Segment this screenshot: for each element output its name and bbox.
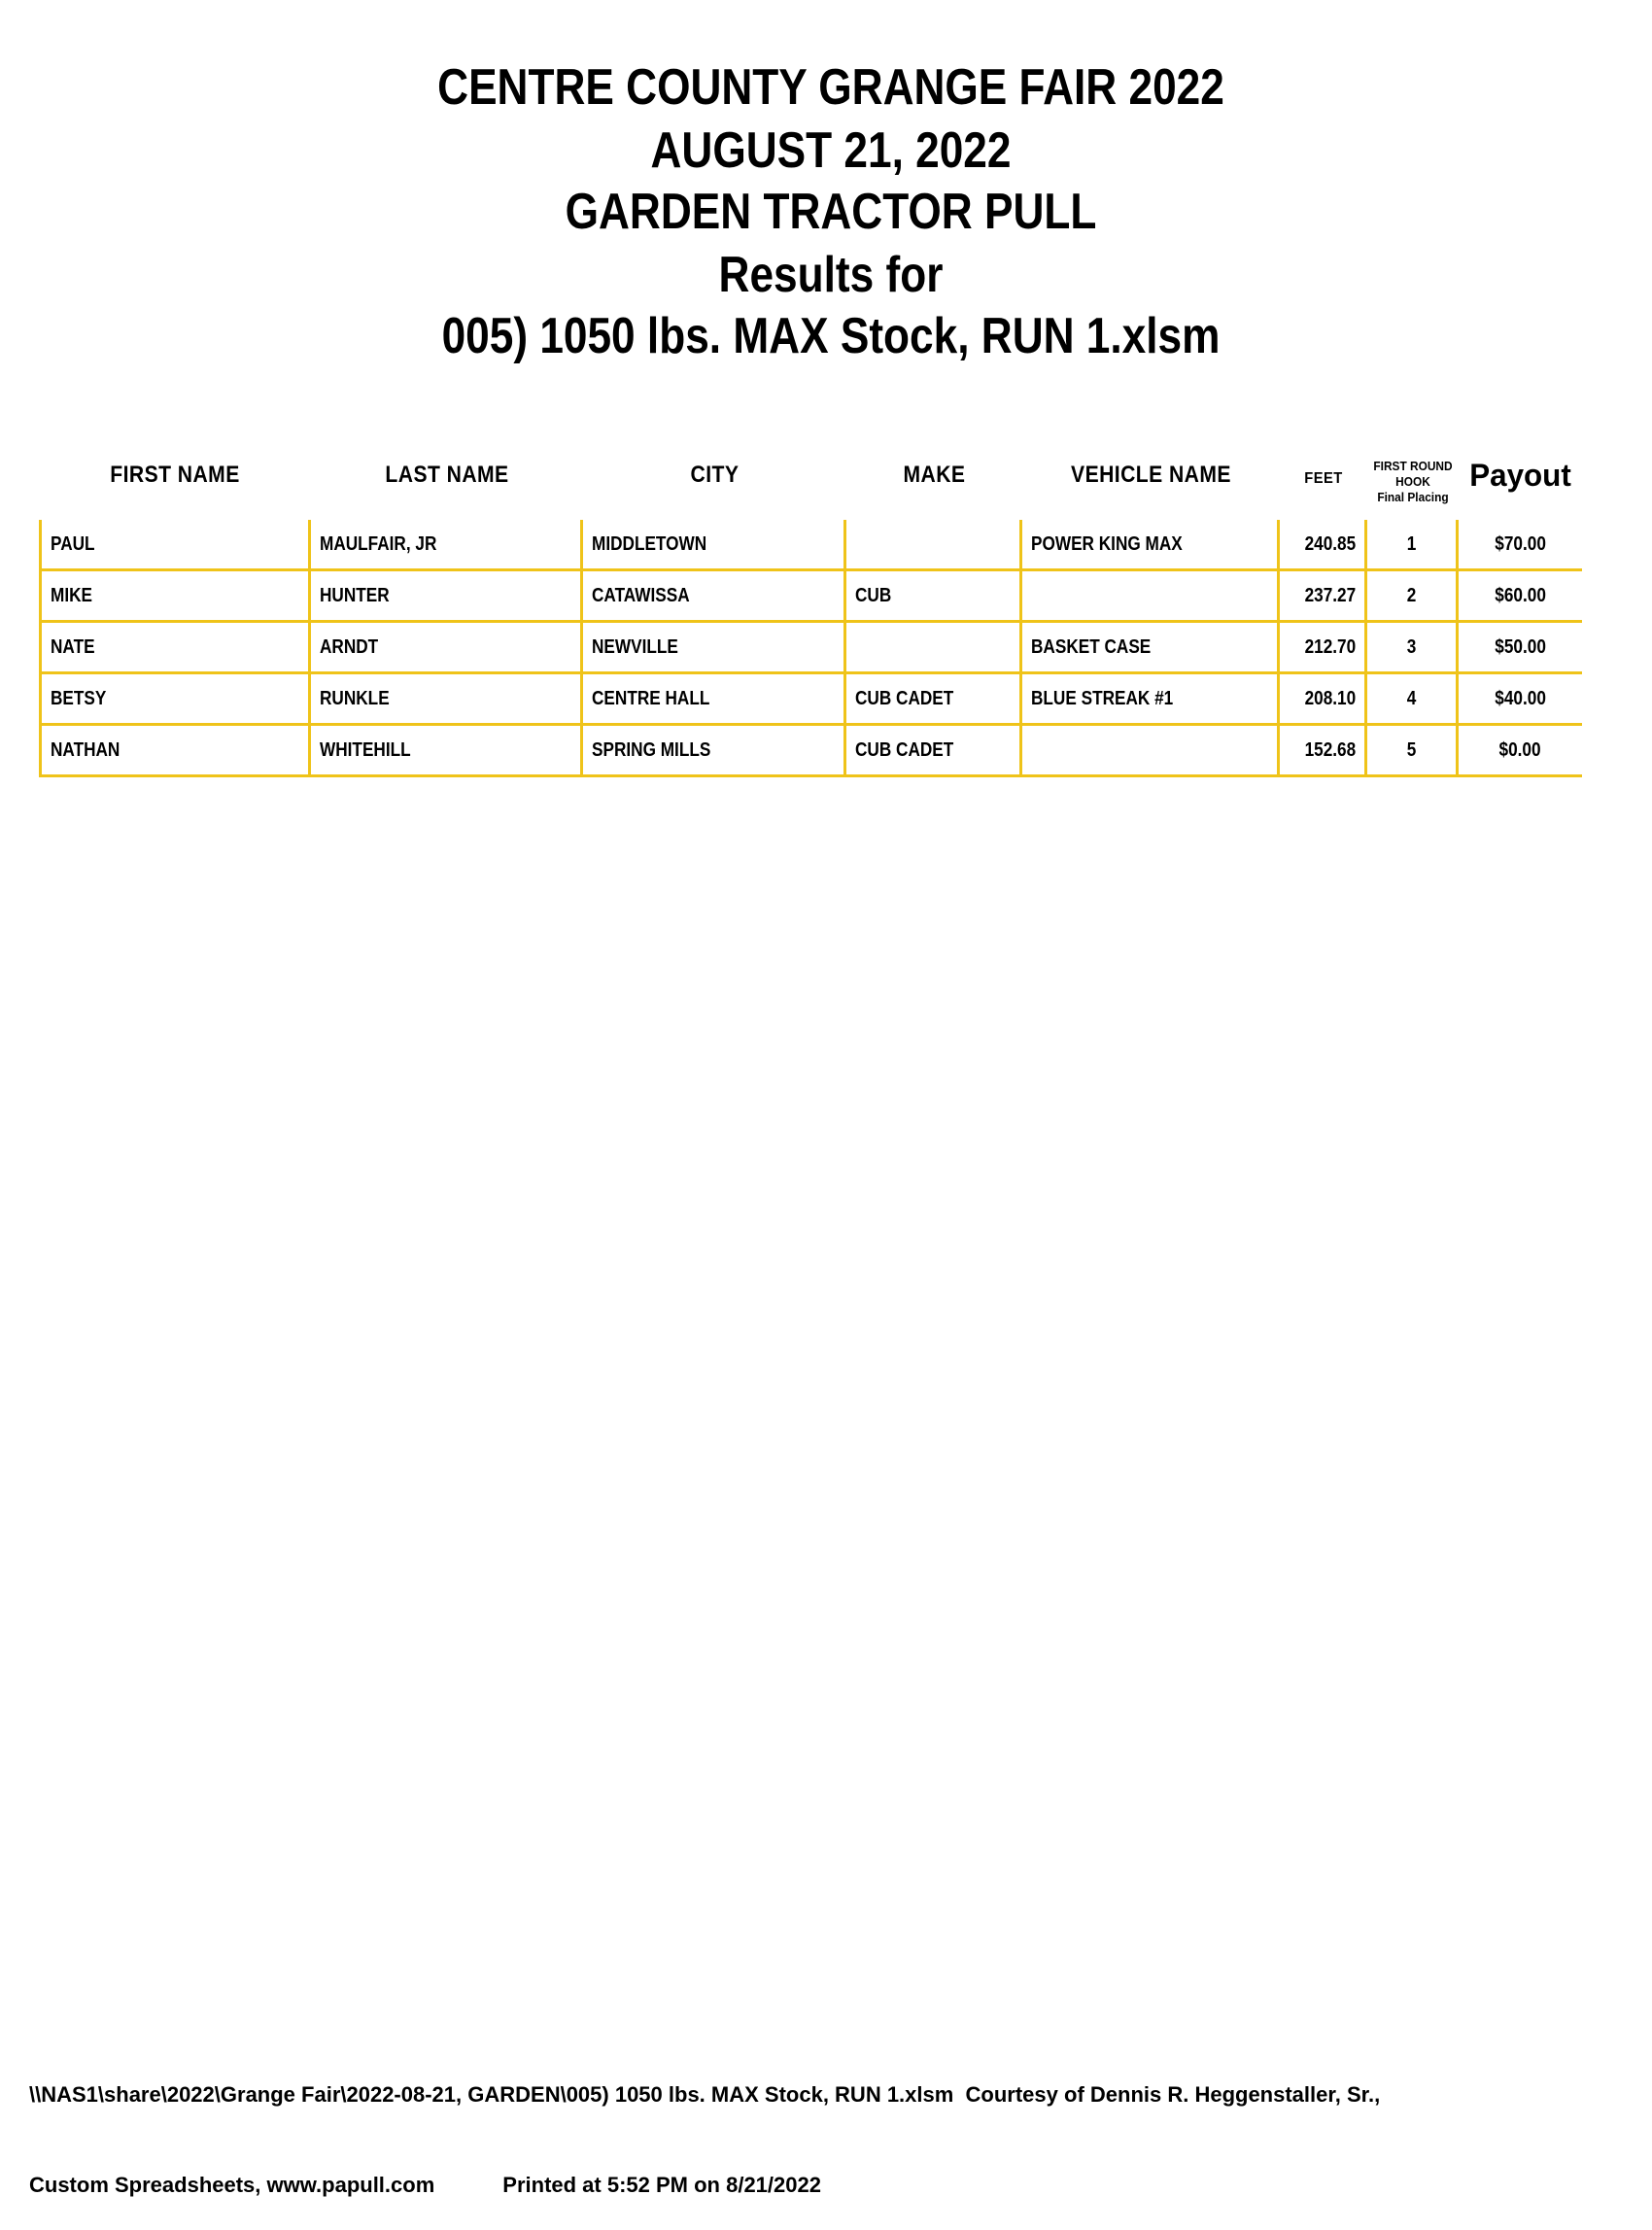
cell-payout: [1459, 726, 1582, 777]
title-contest: GARDEN TRACTOR PULL: [565, 184, 1097, 240]
cell-text: 3: [1406, 635, 1417, 658]
cell-text: CUB CADET: [855, 687, 954, 709]
cell-text: 208.10: [1304, 687, 1356, 709]
cell-text: NATE: [51, 635, 95, 658]
cell-first-name: [39, 726, 311, 777]
column-header-make: MAKE: [903, 462, 966, 488]
cell-text: SPRING MILLS: [592, 738, 711, 761]
cell-payout: [1459, 520, 1582, 571]
cell-feet: [1280, 726, 1367, 777]
cell-vehicle-name: [1022, 571, 1280, 623]
cell-placing: [1367, 623, 1459, 674]
cell-text: $70.00: [1495, 532, 1546, 555]
cell-first-name: [39, 571, 311, 623]
cell-city: [583, 674, 846, 726]
results-table: [39, 520, 1582, 777]
cell-text: $40.00: [1495, 687, 1546, 709]
cell-vehicle-name: [1022, 726, 1280, 777]
cell-text: MIKE: [51, 584, 92, 606]
cell-payout: [1459, 571, 1582, 623]
hook-header-line1: FIRST ROUND: [1373, 460, 1453, 473]
cell-text: 237.27: [1304, 584, 1356, 606]
column-header-city: CITY: [690, 462, 740, 488]
cell-last-name: [311, 520, 583, 571]
footer-printed-at: Printed at 5:52 PM on 8/21/2022: [502, 2173, 821, 2197]
cell-text: ARNDT: [320, 635, 379, 658]
hook-header-line2: HOOK: [1395, 475, 1430, 489]
cell-last-name: [311, 726, 583, 777]
title-results-for: Results for: [718, 247, 944, 303]
cell-text: RUNKLE: [320, 687, 390, 709]
cell-text: POWER KING MAX: [1031, 532, 1183, 555]
page-footer: [29, 2019, 1380, 2230]
footer-credit: Custom Spreadsheets, www.papull.com: [29, 2173, 435, 2197]
cell-text: 240.85: [1304, 532, 1356, 555]
cell-text: PAUL: [51, 532, 95, 555]
cell-text: $0.00: [1498, 738, 1542, 761]
column-header-payout: Payout: [1469, 458, 1571, 493]
cell-vehicle-name: [1022, 674, 1280, 726]
cell-last-name: [311, 571, 583, 623]
column-header-vehicle-name: VEHICLE NAME: [1071, 462, 1231, 488]
cell-text: 152.68: [1304, 738, 1356, 761]
cell-text: CUB: [855, 584, 892, 606]
cell-payout: [1459, 623, 1582, 674]
cell-text: CENTRE HALL: [592, 687, 710, 709]
column-header-last-name: LAST NAME: [385, 462, 509, 488]
cell-last-name: [311, 674, 583, 726]
cell-placing: [1367, 674, 1459, 726]
cell-text: 1: [1406, 532, 1417, 555]
title-class-file: 005) 1050 lbs. MAX Stock, RUN 1.xlsm: [441, 308, 1221, 364]
cell-placing: [1367, 726, 1459, 777]
cell-vehicle-name: [1022, 623, 1280, 674]
cell-first-name: [39, 674, 311, 726]
cell-first-name: [39, 623, 311, 674]
cell-placing: [1367, 520, 1459, 571]
cell-feet: [1280, 571, 1367, 623]
cell-text: 2: [1406, 584, 1417, 606]
cell-city: [583, 571, 846, 623]
column-header-first-name: FIRST NAME: [110, 462, 240, 488]
cell-make: [846, 520, 1022, 571]
column-header-feet: FEET: [1304, 470, 1343, 487]
cell-city: [583, 520, 846, 571]
cell-city: [583, 623, 846, 674]
cell-text: $50.00: [1495, 635, 1546, 658]
cell-text: MAULFAIR, JR: [320, 532, 437, 555]
footer-line2: [29, 2170, 1380, 2200]
cell-feet: [1280, 623, 1367, 674]
cell-first-name: [39, 520, 311, 571]
column-header-hook-placing: [1369, 459, 1456, 505]
cell-make: [846, 674, 1022, 726]
cell-text: BASKET CASE: [1031, 635, 1152, 658]
cell-text: CATAWISSA: [592, 584, 690, 606]
cell-text: NATHAN: [51, 738, 120, 761]
cell-text: HUNTER: [320, 584, 390, 606]
cell-text: NEWVILLE: [592, 635, 678, 658]
cell-placing: [1367, 571, 1459, 623]
cell-text: BETSY: [51, 687, 107, 709]
cell-text: 5: [1406, 738, 1417, 761]
title-event: CENTRE COUNTY GRANGE FAIR 2022: [437, 59, 1224, 116]
cell-feet: [1280, 520, 1367, 571]
cell-text: $60.00: [1495, 584, 1546, 606]
cell-text: 4: [1406, 687, 1417, 709]
cell-feet: [1280, 674, 1367, 726]
cell-city: [583, 726, 846, 777]
cell-make: [846, 726, 1022, 777]
cell-text: MIDDLETOWN: [592, 532, 707, 555]
hook-header-line3: Final Placing: [1377, 491, 1449, 504]
footer-file-path: \\NAS1\share\2022\Grange Fair\2022-08-21, GARDEN\005) 1050 lbs. MAX Stock, RUN 1.xlsm Courtesy of Dennis R. Heggenstaller, Sr.,: [29, 2082, 1381, 2107]
cell-make: [846, 623, 1022, 674]
cell-text: WHITEHILL: [320, 738, 411, 761]
cell-text: 212.70: [1304, 635, 1356, 658]
cell-payout: [1459, 674, 1582, 726]
cell-make: [846, 571, 1022, 623]
cell-vehicle-name: [1022, 520, 1280, 571]
cell-text: BLUE STREAK #1: [1031, 687, 1174, 709]
cell-text: CUB CADET: [855, 738, 954, 761]
cell-last-name: [311, 623, 583, 674]
title-date: AUGUST 21, 2022: [650, 122, 1012, 179]
